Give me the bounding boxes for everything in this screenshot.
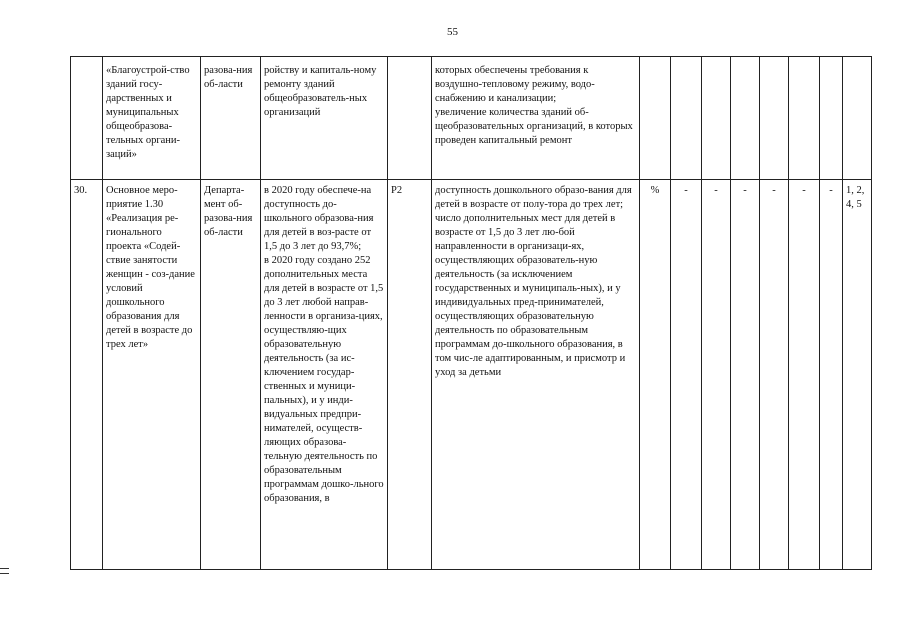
table-row (71, 57, 872, 180)
expected-result-cell: в 2020 году обеспече-на доступность до-школьного образова-ния для детей в воз-расте от 1,5 до 3 лет до 93,7%; в 2020 году создано 252 дополнительных места для детей в возрасте от 1,5 до 3 лет любой направ-ленности в организа-циях, осуществляю-щих образовательную деятельность (за ис-ключением государ-ственных и муници-пальных), и у инди-видуальных предпри-нимателей, осуществ-ляющих образова-тельную деятельность по образовательным программам дошко-льного образования, в (261, 180, 388, 570)
code-cell: Р2 (388, 180, 432, 570)
activity-name-cell: Основное меро-приятие 1.30 «Реализация ре-гионального проекта «Содей-ствие занятости женщин - соз-дание условий дошкольного образования для детей в возрасте до трех лет» (103, 180, 201, 570)
expected-result-cell: ройству и капиталь-ному ремонту зданий общеобразователь-ных организаций (261, 57, 388, 180)
activity-name-cell: «Благоустрой-ство зданий госу-дарственных и муниципальных общеобразова-тельных органи-заций» (103, 57, 201, 180)
executor-cell: Департа-мент об-разова-ния об-ласти (201, 180, 261, 570)
unit-cell (640, 57, 671, 180)
link-cell (843, 57, 872, 180)
value-cell (671, 57, 702, 180)
link-cell: 1, 2, 4, 5 (843, 180, 872, 570)
executor-cell: разова-ния об-ласти (201, 57, 261, 180)
program-activities-table (70, 56, 872, 570)
unit-cell: % (640, 180, 671, 570)
value-cell: - (760, 180, 789, 570)
margin-mark (0, 568, 9, 574)
value-cell (789, 57, 820, 180)
value-cell: - (702, 180, 731, 570)
row-number-cell (71, 57, 103, 180)
indicator-cell: доступность дошкольного образо-вания для детей в возрасте от полу-тора до трех лет; число дополнительных мест для детей в возрасте от 1,5 до 3 лет лю-бой направленности в организаци-ях, осуществляющих образователь-ную деятельность (за исключением государственных и муниципаль-ных), и у индивидуальных пред-принимателей, осуществляющих образовательную деятельность по образовательным программам до-школьного образования, в том чис-ле адаптированным, и присмотр и уход за детьми (432, 180, 640, 570)
page-number: 55 (447, 26, 458, 38)
value-cell (731, 57, 760, 180)
row-number-cell: 30. (71, 180, 103, 570)
table-row (71, 180, 872, 570)
value-cell: - (671, 180, 702, 570)
value-cell: - (731, 180, 760, 570)
value-cell (702, 57, 731, 180)
indicator-cell: которых обеспечены требования к воздушно-тепловому режиму, водо-снабжению и канализации; увеличение количества зданий об-щеобразовательных организаций, в которых проведен капитальный ремонт (432, 57, 640, 180)
value-cell: - (820, 180, 843, 570)
code-cell (388, 57, 432, 180)
value-cell: - (789, 180, 820, 570)
value-cell (820, 57, 843, 180)
value-cell (760, 57, 789, 180)
